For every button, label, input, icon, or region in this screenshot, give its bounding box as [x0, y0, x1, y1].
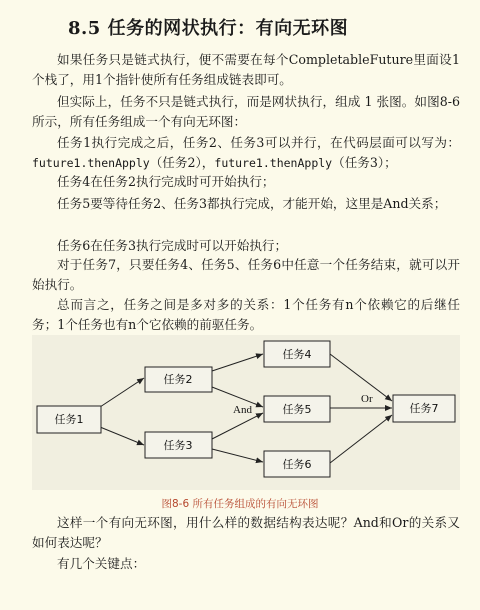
paragraph-key-points: 有几个关键点：	[57, 556, 146, 571]
paragraph-summary: 总而言之，任务之间是多对多的关系：1个任务有n个依赖它的后继任务；1个任务也有n个它依赖的前驱任务。	[32, 297, 460, 332]
edge-t3-t6	[212, 449, 263, 462]
figure-caption: 图8-6 所有任务组成的有向无环图	[161, 498, 319, 510]
node-task5-label: 任务5	[282, 403, 312, 416]
dag-svg	[32, 335, 460, 490]
paragraph-task5: 任务5要等待任务2、任务3都执行完成，才能开始，这里是And关系；	[57, 196, 447, 211]
paragraph-question: 这样一个有向无环图，用什么样的数据结构表达呢？And和Or的关系又如何表达呢？	[32, 515, 460, 550]
node-task6	[264, 451, 330, 477]
node-task4-label: 任务4	[282, 348, 312, 361]
edge-t1-t3	[100, 427, 144, 445]
paragraph-task4: 任务4在任务2执行完成时可开始执行；	[57, 174, 275, 189]
node-task3	[145, 432, 212, 458]
section-heading: 8.5 任务的网状执行：有向无环图	[68, 18, 349, 39]
and-label: And	[233, 404, 252, 416]
text-fragment: （任务2）	[149, 155, 202, 170]
or-label: Or	[361, 393, 373, 405]
text-fragment: （任务3）；	[332, 155, 397, 170]
node-task4	[264, 341, 330, 367]
node-task6-label: 任务6	[282, 458, 312, 471]
edge-t3-t5	[212, 413, 263, 439]
node-task3-label: 任务3	[163, 439, 193, 452]
node-task1	[37, 406, 101, 433]
paragraph-task6: 任务6在任务3执行完成时可以开始执行；	[57, 238, 288, 253]
node-task2-label: 任务2	[163, 373, 193, 386]
code-snippet: future1.thenApply	[32, 156, 150, 170]
node-task1-label: 任务1	[54, 413, 84, 426]
edge-t2-t4	[212, 354, 263, 371]
paragraph-task7: 对于任务7，只要任务4、任务5、任务6中任意一个任务结束，就可以开始执行。	[32, 257, 460, 292]
node-task2	[145, 367, 212, 392]
edge-t1-t2	[100, 378, 144, 407]
paragraph-task1	[32, 133, 460, 173]
edge-t6-t7	[330, 415, 392, 463]
paragraph-graph-intro: 但实际上，任务不只是链式执行，而是网状执行，组成 1 张图。如图8-6所示，所有任务组成一个有向无环图：	[32, 94, 460, 129]
node-task7-label: 任务7	[409, 402, 439, 415]
text-fragment: 任务1执行完成之后，任务2、任务3可以并行，在代码层面可以写为：	[57, 135, 460, 150]
dag-diagram	[32, 335, 460, 490]
paragraph-linked-list: 如果任务只是链式执行，便不需要在每个CompletableFuture里面设1个栈了，用1个指针使所有任务组成链表即可。	[32, 52, 460, 87]
node-task5	[264, 396, 330, 422]
node-task7	[393, 395, 455, 422]
text-fragment: ，	[201, 155, 215, 170]
code-snippet: future1.thenApply	[214, 156, 333, 170]
